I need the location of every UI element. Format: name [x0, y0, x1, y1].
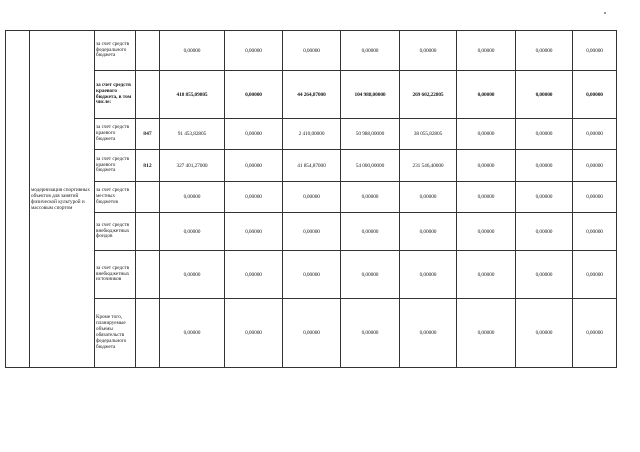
year-amount-cell: 0,00000	[516, 119, 573, 150]
funding-source-cell: за счет средств краевого бюджета	[95, 150, 136, 182]
table-row	[6, 31, 617, 71]
year-amount-cell: 0,00000	[225, 299, 283, 368]
total-amount-cell: 0,00000	[160, 31, 225, 71]
year-amount-cell: 0,00000	[283, 182, 341, 213]
year-amount-cell: 0,00000	[225, 31, 283, 71]
year-amount-cell: 2 410,00000	[283, 119, 341, 150]
year-amount-cell: 0,00000	[400, 182, 457, 213]
year-amount-cell: 0,00000	[516, 213, 573, 251]
total-amount-cell: 0,00000	[160, 299, 225, 368]
table-row	[6, 150, 617, 182]
year-amount-cell: 0,00000	[283, 251, 341, 299]
year-amount-cell: 0,00000	[283, 299, 341, 368]
year-amount-cell: 0,00000	[341, 251, 400, 299]
year-amount-cell: 0,00000	[573, 31, 617, 71]
budget-code-cell	[136, 31, 160, 71]
year-amount-cell: 44 264,87000	[283, 71, 341, 119]
budget-code-cell	[136, 182, 160, 213]
year-amount-cell: 54 000,00000	[341, 150, 400, 182]
table-body	[6, 31, 617, 368]
year-amount-cell: 0,00000	[400, 31, 457, 71]
year-amount-cell: 0,00000	[516, 31, 573, 71]
year-amount-cell: 0,00000	[457, 213, 516, 251]
table-row	[6, 182, 617, 213]
year-amount-cell: 0,00000	[283, 31, 341, 71]
year-amount-cell: 0,00000	[516, 299, 573, 368]
year-amount-cell: 0,00000	[457, 150, 516, 182]
year-amount-cell: 0,00000	[225, 213, 283, 251]
scan-speck	[604, 12, 606, 14]
year-amount-cell: 0,00000	[225, 150, 283, 182]
year-amount-cell: 0,00000	[573, 150, 617, 182]
funding-table	[5, 30, 617, 368]
funding-source-cell: за счет средств краевого бюджета	[95, 119, 136, 150]
year-amount-cell: 231 546,40000	[400, 150, 457, 182]
year-amount-cell: 0,00000	[516, 150, 573, 182]
total-amount-cell: 91 453,82805	[160, 119, 225, 150]
budget-code-cell: 812	[136, 150, 160, 182]
total-amount-cell: 0,00000	[160, 251, 225, 299]
total-amount-cell: 0,00000	[160, 182, 225, 213]
year-amount-cell: 104 988,00000	[341, 71, 400, 119]
row-number-cell	[6, 31, 30, 368]
year-amount-cell: 0,00000	[341, 31, 400, 71]
year-amount-cell: 0,00000	[516, 251, 573, 299]
year-amount-cell: 0,00000	[225, 71, 283, 119]
year-amount-cell: 0,00000	[457, 31, 516, 71]
year-amount-cell: 0,00000	[225, 251, 283, 299]
year-amount-cell: 0,00000	[573, 71, 617, 119]
year-amount-cell: 0,00000	[400, 251, 457, 299]
year-amount-cell: 0,00000	[341, 213, 400, 251]
table-row	[6, 119, 617, 150]
year-amount-cell: 0,00000	[457, 299, 516, 368]
year-amount-cell: 0,00000	[457, 119, 516, 150]
total-amount-cell: 418 855,09805	[160, 71, 225, 119]
budget-code-cell: 847	[136, 119, 160, 150]
budget-code-cell	[136, 251, 160, 299]
total-amount-cell: 327 401,27000	[160, 150, 225, 182]
year-amount-cell: 0,00000	[573, 182, 617, 213]
funding-source-cell: за счет средств внебюджетных источников	[95, 251, 136, 299]
year-amount-cell: 0,00000	[516, 182, 573, 213]
budget-code-cell	[136, 213, 160, 251]
funding-source-cell: за счет средств внебюджетных фондов	[95, 213, 136, 251]
measure-name-cell: модернизация спортивных объектов для занятий физической культурой и массовым спортом	[30, 31, 95, 368]
year-amount-cell: 0,00000	[457, 182, 516, 213]
funding-source-cell: Кроме того, планируемые объемы обязательств федерального бюджета	[95, 299, 136, 368]
table-row	[6, 299, 617, 368]
funding-source-cell: за счет средств краевого бюджета, в том числе:	[95, 71, 136, 119]
table-row	[6, 251, 617, 299]
year-amount-cell: 0,00000	[573, 119, 617, 150]
funding-source-cell: за счет средств местных бюджетов	[95, 182, 136, 213]
budget-code-cell	[136, 71, 160, 119]
table-row	[6, 71, 617, 119]
year-amount-cell: 0,00000	[225, 182, 283, 213]
year-amount-cell: 0,00000	[283, 213, 341, 251]
year-amount-cell: 50 988,00000	[341, 119, 400, 150]
year-amount-cell: 0,00000	[400, 299, 457, 368]
year-amount-cell: 269 602,22805	[400, 71, 457, 119]
funding-source-cell: за счет средств федерального бюджета	[95, 31, 136, 71]
year-amount-cell: 0,00000	[341, 299, 400, 368]
year-amount-cell: 0,00000	[400, 213, 457, 251]
total-amount-cell: 0,00000	[160, 213, 225, 251]
year-amount-cell: 0,00000	[516, 71, 573, 119]
year-amount-cell: 0,00000	[225, 119, 283, 150]
year-amount-cell: 38 055,82805	[400, 119, 457, 150]
year-amount-cell: 0,00000	[457, 71, 516, 119]
year-amount-cell: 0,00000	[573, 251, 617, 299]
table-row	[6, 213, 617, 251]
year-amount-cell: 0,00000	[457, 251, 516, 299]
year-amount-cell: 0,00000	[573, 213, 617, 251]
year-amount-cell: 0,00000	[573, 299, 617, 368]
year-amount-cell: 0,00000	[341, 182, 400, 213]
year-amount-cell: 41 854,87000	[283, 150, 341, 182]
budget-code-cell	[136, 299, 160, 368]
